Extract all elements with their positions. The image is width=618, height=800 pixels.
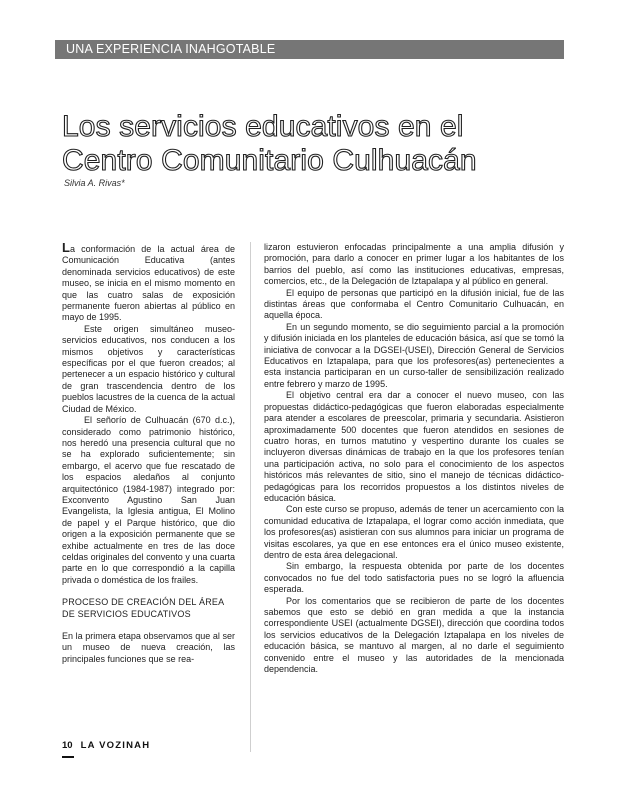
article-title: Los servicios educativos en el Centro Comunitario Culhuacán	[62, 110, 477, 178]
paragraph: Con este curso se propuso, además de tener un acercamiento con la comunidad educativa de Iztapalapa, el lograr como acción inmediata, que los profesores(as) asistieran con sus alumnos para iniciar un programa de visitas escolares, ya que en ese entonces era el único museo existente, dentro de esta área delegacional.	[264, 504, 564, 560]
section-label: UNA EXPERIENCIA INAHGOTABLE	[66, 42, 276, 56]
page-number: 10	[62, 740, 73, 751]
section-heading: PROCESO DE CREACIÓN DEL ÁREA DE SERVICIOS EDUCATIVOS	[62, 597, 224, 619]
article-author: Silvia A. Rivas*	[64, 178, 125, 188]
magazine-name: LA VOZINAH	[80, 740, 151, 751]
section-band	[55, 40, 564, 59]
column-divider	[250, 242, 251, 752]
paragraph: En la primera etapa observamos que al ser un museo de nueva creación, las principales funciones que se rea-	[62, 631, 235, 664]
footer-rule	[62, 756, 74, 758]
paragraph: El objetivo central era dar a conocer el nuevo museo, con las propuestas didáctico-pedagógicas que fueron elaboradas especialmente para atender a escolares de preescolar, primaria y secundaria. Asistieron aproximadamente 500 docentes que fueron atendidos en sesiones de cuatro horas, en turnos matutino y vespertino durante los cuales se incluyeron diversas dinámicas de trabajo en la que los profesores tenían una participación activa, no solo para el conocimiento de los aspectos históricos más relevantes de sitio, sino el manejo de técnicas didáctico-pedagógicas para los recorridos propuestos a los distintos niveles de educación básica.	[264, 390, 564, 503]
paragraph: Este origen simultáneo museo-servicios educativos, nos conducen a los mismos objetivos y características específicas por el que fueron creados; al pertenecer a un espacio histórico y cultural de gran trascendencia dentro de los pueblos lacustres de la cuenca de la actual Ciudad de México.	[62, 323, 235, 414]
paragraph: En un segundo momento, se dio seguimiento parcial a la promoción y difusión iniciada en los planteles de educación básica, así que se tomó la iniciativa de convocar a la DGSEI-(USEI), Dirección General de Servicios Educativos en Iztapalapa, para que los profesores(as) pertenecientes a esta instancia participaran en un curso-taller de sensibilización realizado entre febrero y marzo de 1995.	[264, 321, 564, 389]
paragraph: El equipo de personas que participó en la difusión inicial, fue de las distintas áreas que conformaba el Centro Comunitario Culhuacán, en aquella época.	[264, 287, 564, 321]
text-column-right	[264, 242, 564, 675]
page-footer	[62, 740, 150, 751]
paragraph	[62, 242, 235, 324]
paragraph: lizaron estuvieron enfocadas principalmente a una amplia difusión y promoción, para darlo a conocer en primer lugar a los habitantes de los barrios del pueblo, así como las instituciones educativas, empresas, comercios, etc., de la Delegación de Iztapalapa y al público en general.	[264, 242, 564, 287]
paragraph: Sin embargo, la respuesta obtenida por parte de los docentes convocados no fue del todo satisfactoria pues no se logró la afluencia esperada.	[264, 561, 564, 595]
drop-cap: L	[62, 240, 70, 255]
paragraph-text: a conformación de la actual área de Comunicación Educativa (antes denominada servicios educativos) de este museo, se inicia en el mismo momento en que las cuatro salas de exposición permanente fueron abiertas al público en mayo de 1995.	[62, 244, 235, 323]
text-column-left	[62, 242, 235, 665]
paragraph: Por los comentarios que se recibieron de parte de los docentes sabemos que esto se debió en gran medida a que la instancia correspondiente USEI (actualmente DGSEI), dirección que coordina todos los servicios educativos de la Delegación Iztapalapa en los niveles de educación básica, se mantuvo al margen, al no darle el seguimiento convenido entre el museo y las autoridades de la mencionada dependencia.	[264, 595, 564, 675]
paragraph: El señorío de Culhuacán (670 d.c.), considerado como patrimonio histórico, nos heredó una presencia cultural que no se ha explorado suficientemente; sin embargo, el acervo que fue rescatado de los espacios aledaños al conjunto arquitectónico (1984-1987) integrado por: Exconvento Agustino San Juan Evangelista, la Iglesia antigua, El Molino de papel y el Parque histórico, que dio origen a la exposición permanente que se exhibe actualmente en tres de las doce celdas originales del convento y una cuarta parte en lo que correspondió a la capilla privada o doméstica de los frailes.	[62, 415, 235, 585]
